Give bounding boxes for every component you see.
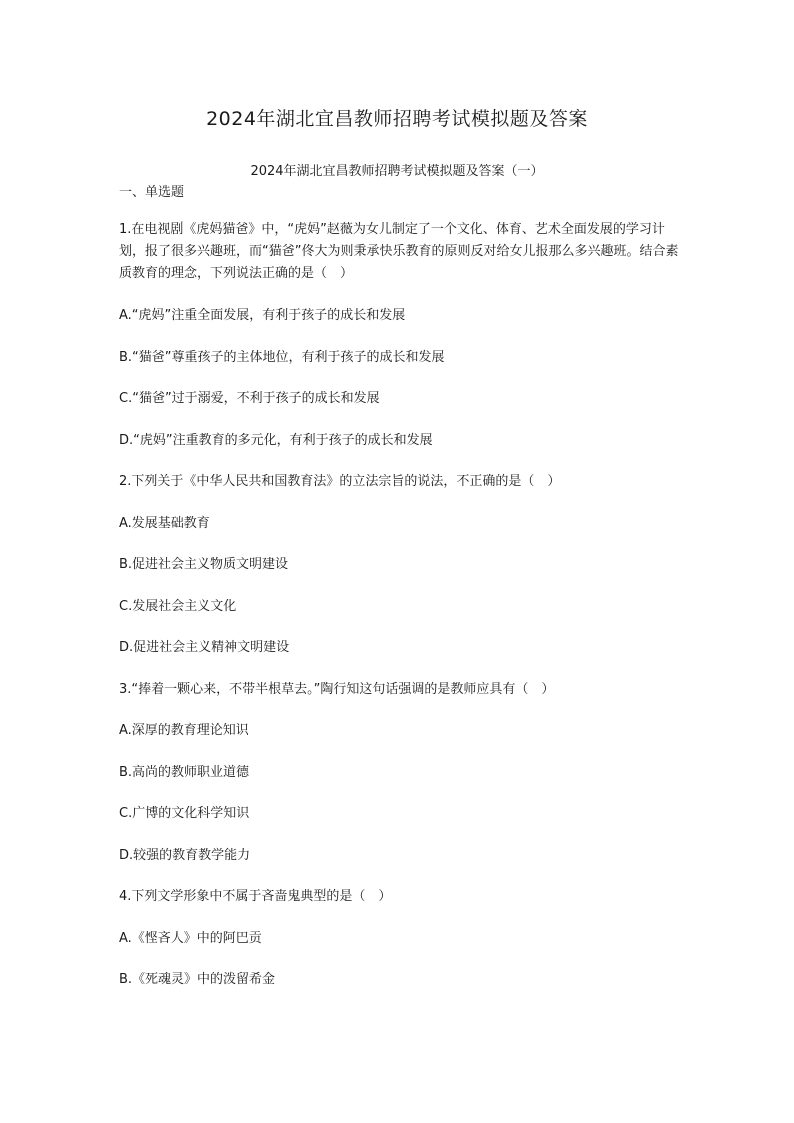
question-3-option-a: A.深厚的教育理论知识 [119,723,249,738]
question-3-option-c: C.广博的文化科学知识 [119,806,250,821]
question-2-option-c: C.发展社会主义文化 [119,599,237,614]
question-4-option-b: B.《死魂灵》中的泼留希金 [119,972,276,987]
document-title: 2024年湖北宜昌教师招聘考试模拟题及答案 [206,108,588,130]
question-1-text: 1.在电视剧《虎妈猫爸》中，“虎妈”赵薇为女儿制定了一个文化、体育、艺术全面发展的学习计划，报了很多兴趣班，而“猫爸”佟大为则秉承快乐教育的原则反对给女儿报那么多兴趣班。结合素质教育的理念，下列说法正确的是（ ） [119,222,679,281]
question-4-option-a: A.《悭吝人》中的阿巴贡 [119,931,262,946]
question-4-text: 4.下列文学形象中不属于吝啬鬼典型的是（ ） [119,889,392,904]
question-1-option-d: D.“虎妈”注重教育的多元化，有利于孩子的成长和发展 [119,433,433,448]
question-1-option-b: B.“猫爸”尊重孩子的主体地位，有利于孩子的成长和发展 [119,350,445,365]
question-3-option-d: D.较强的教育教学能力 [119,848,251,863]
question-2-option-b: B.促进社会主义物质文明建设 [119,557,289,572]
question-2-text: 2.下列关于《中华人民共和国教育法》的立法宗旨的说法，不正确的是（ ） [119,474,561,489]
question-2-option-d: D.促进社会主义精神文明建设 [119,640,290,655]
question-3-text: 3.“捧着一颗心来，不带半根草去。”陶行知这句话强调的是教师应具有（ ） [119,682,555,697]
question-2-option-a: A.发展基础教育 [119,516,210,531]
question-1-option-c: C.“猫爸”过于溺爱，不利于孩子的成长和发展 [119,391,380,406]
document-subtitle: 2024年湖北宜昌教师招聘考试模拟题及答案（一） [250,164,544,179]
section-heading: 一、单选题 [119,185,185,200]
question-1-option-a: A.“虎妈”注重全面发展，有利于孩子的成长和发展 [119,308,406,323]
question-3-option-b: B.高尚的教师职业道德 [119,765,250,780]
